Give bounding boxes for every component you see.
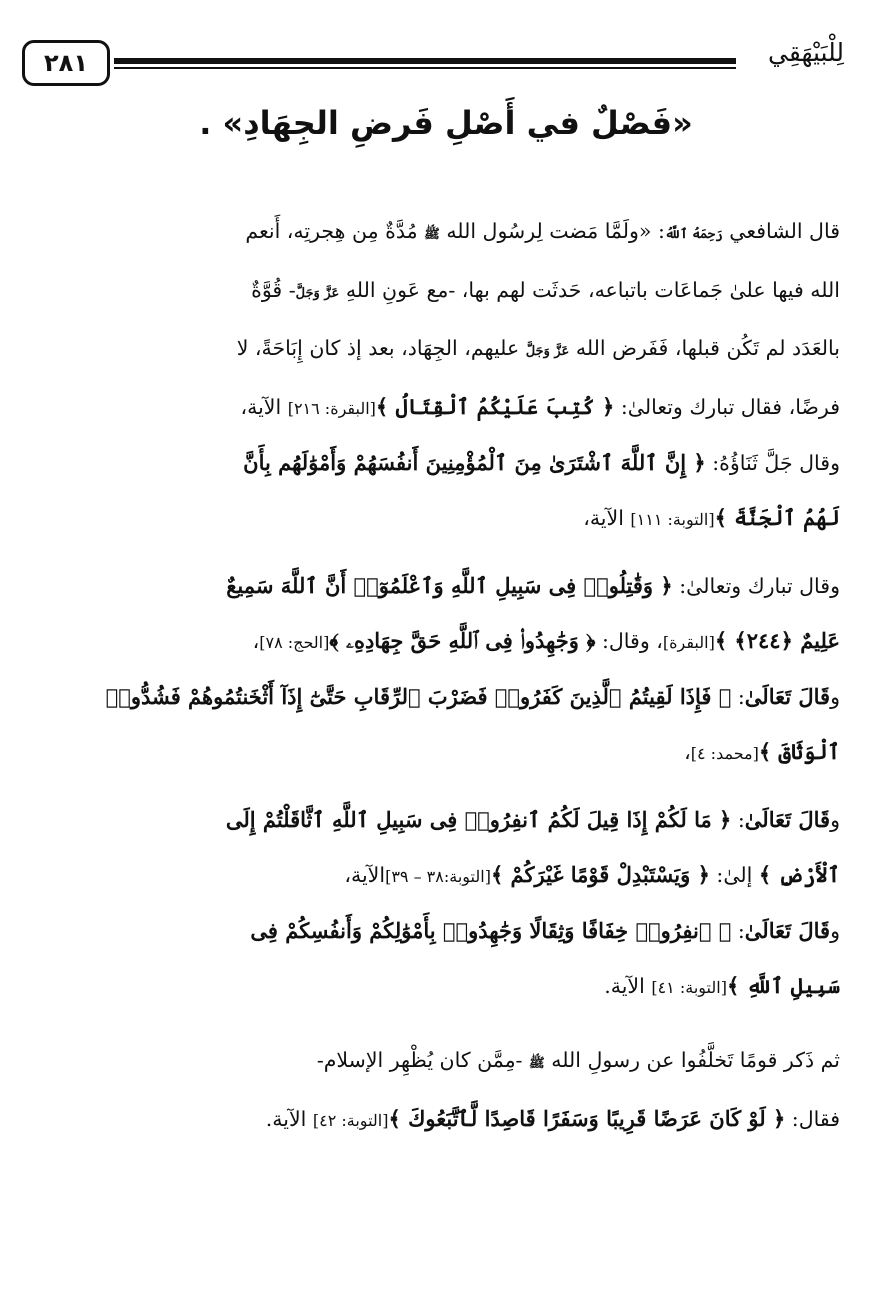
verse-reference: [البقرة: ٢١٦] bbox=[287, 398, 376, 418]
text: و bbox=[830, 808, 840, 832]
text: -مِمَّن كان يُظْهِر الإسلام- bbox=[316, 1048, 529, 1072]
line bbox=[54, 204, 840, 263]
page-number: ٢٨١ bbox=[22, 40, 110, 86]
line bbox=[54, 670, 840, 725]
honorific-symbol: عَزَّ وَجَلَّ bbox=[295, 285, 340, 301]
quran-verse: ﴿ كُتِبَ عَلَيْكُمُ ٱلْقِتَالُ ﴾ bbox=[375, 393, 615, 419]
quran-verse: سَبِيلِ ٱللَّهِ ﴾ bbox=[726, 972, 840, 998]
text: فقال: bbox=[785, 1106, 840, 1131]
verse-reference: [التوبة: ٤١] bbox=[651, 977, 727, 997]
text: وقال تبارك وتعالىٰ: bbox=[672, 574, 840, 598]
page-header bbox=[22, 28, 844, 88]
quran-verse: ﴿ إِنَّ ٱللَّهَ ٱشْتَرَىٰ مِنَ ٱلْمُؤْمِنِينَ أَنفُسَهُمْ وَأَمْوَٰلَهُم بِأَنَّ bbox=[243, 450, 706, 475]
line bbox=[54, 436, 840, 491]
quran-verse: ﴿ مَا لَكُمْ إِذَا قِيلَ لَكُمُ ٱنفِرُوا۟ فِى سَبِيلِ ٱللَّهِ ٱثَّاقَلْتُمْ إِلَى bbox=[225, 807, 732, 832]
verse-reference: [البقرة] bbox=[662, 632, 715, 652]
paragraph-gap bbox=[54, 781, 840, 793]
header-rule-thin bbox=[114, 67, 736, 69]
quran-verse: ﴿ وَقَٰتِلُوا۟ فِى سَبِيلِ ٱللَّهِ وَٱعْلَمُوٓا۟ أَنَّ ٱللَّهَ سَمِيعٌ bbox=[226, 573, 673, 598]
text: وقال جَلَّ ثَنَاؤُهُ: bbox=[705, 451, 840, 475]
header-rule bbox=[114, 58, 736, 69]
honorific-symbol: قَالَ تَعَالَىٰ bbox=[744, 807, 831, 832]
paragraph-7 bbox=[54, 1033, 840, 1148]
verse-reference: [التوبة:٣٨ – ٣٩] bbox=[385, 866, 491, 886]
paragraph-3 bbox=[54, 559, 840, 670]
header-rule-thick bbox=[114, 58, 736, 64]
text: : «ولَمَّا مَضت لِرسُول الله bbox=[439, 219, 665, 243]
honorific-symbol: ﷺ bbox=[529, 1056, 545, 1071]
line bbox=[54, 614, 840, 671]
text: ، bbox=[252, 628, 260, 653]
body-text bbox=[54, 204, 840, 1148]
paragraph-gap bbox=[54, 547, 840, 559]
line bbox=[54, 321, 840, 380]
honorific-symbol: ﷺ bbox=[424, 227, 440, 242]
quran-verse: عَلِيمٌ ﴿٢٤٤﴾ ﴾ bbox=[714, 627, 840, 653]
text: : bbox=[731, 685, 745, 709]
line bbox=[54, 1033, 840, 1092]
quran-verse: ﴿ لَوْ كَانَ عَرَضًا قَرِيبًا وَسَفَرًا قَاصِدًا لَّٱتَّبَعُوكَ ﴾ bbox=[388, 1105, 786, 1131]
text: فرضًا، فقال تبارك وتعالىٰ: bbox=[614, 394, 840, 419]
line bbox=[54, 559, 840, 614]
verse-reference: [التوبة: ١١١] bbox=[630, 509, 715, 529]
paragraph-4 bbox=[54, 670, 840, 781]
chapter-heading: «فَصْلٌ في أَصْلِ فَرضِ الجِهَادِ» . bbox=[199, 104, 693, 142]
text: الآية، bbox=[583, 505, 631, 530]
line bbox=[54, 491, 840, 548]
line bbox=[54, 1092, 840, 1149]
quran-verse: ﴿ وَجَٰهِدُوا۟ فِى ٱللَّهِ حَقَّ جِهَادِهِۦ ﴾ bbox=[329, 627, 596, 653]
text: - قُوَّةٌ bbox=[251, 277, 296, 302]
quran-verse: ﴿ وَيَسْتَبْدِلْ قَوْمًا غَيْرَكُمْ ﴾ bbox=[490, 861, 710, 887]
text: و bbox=[830, 919, 840, 943]
paragraph-6 bbox=[54, 904, 840, 1015]
running-title: لِلْبَيْهَقِي bbox=[768, 38, 844, 67]
text: الآية، bbox=[344, 862, 386, 887]
line bbox=[54, 725, 840, 782]
quran-verse: ﴿ فَإِذَا لَقِيتُمُ ٱلَّذِينَ كَفَرُوا۟ فَضَرْبَ ٱلرِّقَابِ حَتَّىٰٓ إِذَآ أَثْخَنتُمُوهُمْ فَشُدُّوا۟ bbox=[105, 684, 732, 709]
verse-reference: [محمد: ٤] bbox=[690, 743, 759, 763]
text: : bbox=[731, 919, 745, 943]
honorific-symbol: رَحِمَهُ ٱللَّهُ bbox=[664, 227, 723, 242]
text: مُدَّةٌ مِن هِجرتِه، أَنعم bbox=[245, 219, 425, 243]
quran-verse: ٱلْوَثَاقَ ﴾ bbox=[758, 738, 840, 764]
line bbox=[54, 263, 840, 322]
text: قال الشافعي bbox=[722, 219, 840, 243]
text: الآية. bbox=[265, 1106, 313, 1131]
honorific-symbol: عَزَّ وَجَلَّ bbox=[525, 344, 570, 359]
line bbox=[54, 793, 840, 848]
line bbox=[54, 959, 840, 1016]
line bbox=[54, 848, 840, 905]
honorific-symbol: قَالَ تَعَالَىٰ bbox=[744, 684, 831, 709]
text: ، وقال: bbox=[595, 628, 663, 653]
text: : bbox=[731, 808, 745, 832]
verse-reference: [الحج: ٧٨] bbox=[259, 632, 330, 652]
text: ، bbox=[684, 739, 691, 764]
line bbox=[54, 904, 840, 959]
text: و bbox=[830, 685, 840, 709]
text: ثم ذَكر قومًا تَخلَّفُوا عن رسولِ الله bbox=[544, 1048, 840, 1072]
text: بالعَدَد لم تَكُن قبلها، فَفَرض الله bbox=[569, 336, 840, 360]
paragraph-1 bbox=[54, 204, 840, 436]
paragraph-gap bbox=[54, 1015, 840, 1033]
honorific-symbol: قَالَ تَعَالَىٰ bbox=[744, 918, 831, 943]
text: الله فيها علىٰ جَماعَات باتباعه، حَدثَت لهم بها، -مع عَونِ اللهِ bbox=[339, 277, 840, 302]
quran-verse: ﴿ ٱنفِرُوا۟ خِفَافًا وَثِقَالًا وَجَٰهِدُوا۟ بِأَمْوَٰلِكُمْ وَأَنفُسِكُمْ فِى bbox=[250, 918, 732, 943]
quran-verse: لَهُمُ ٱلْجَنَّةَ ﴾ bbox=[714, 504, 840, 530]
text: الآية. bbox=[604, 973, 652, 998]
quran-verse: ٱلْأَرْضِ ﴾ bbox=[758, 861, 840, 887]
text: عليهم، الجِهَاد، بعد إذ كان إِبَاحَةً، لا bbox=[236, 336, 526, 360]
text: الآية، bbox=[240, 394, 288, 419]
verse-reference: [التوبة: ٤٢] bbox=[312, 1110, 389, 1130]
text: إلىٰ: bbox=[709, 862, 759, 887]
paragraph-2 bbox=[54, 436, 840, 547]
line bbox=[54, 380, 840, 437]
paragraph-5 bbox=[54, 793, 840, 904]
